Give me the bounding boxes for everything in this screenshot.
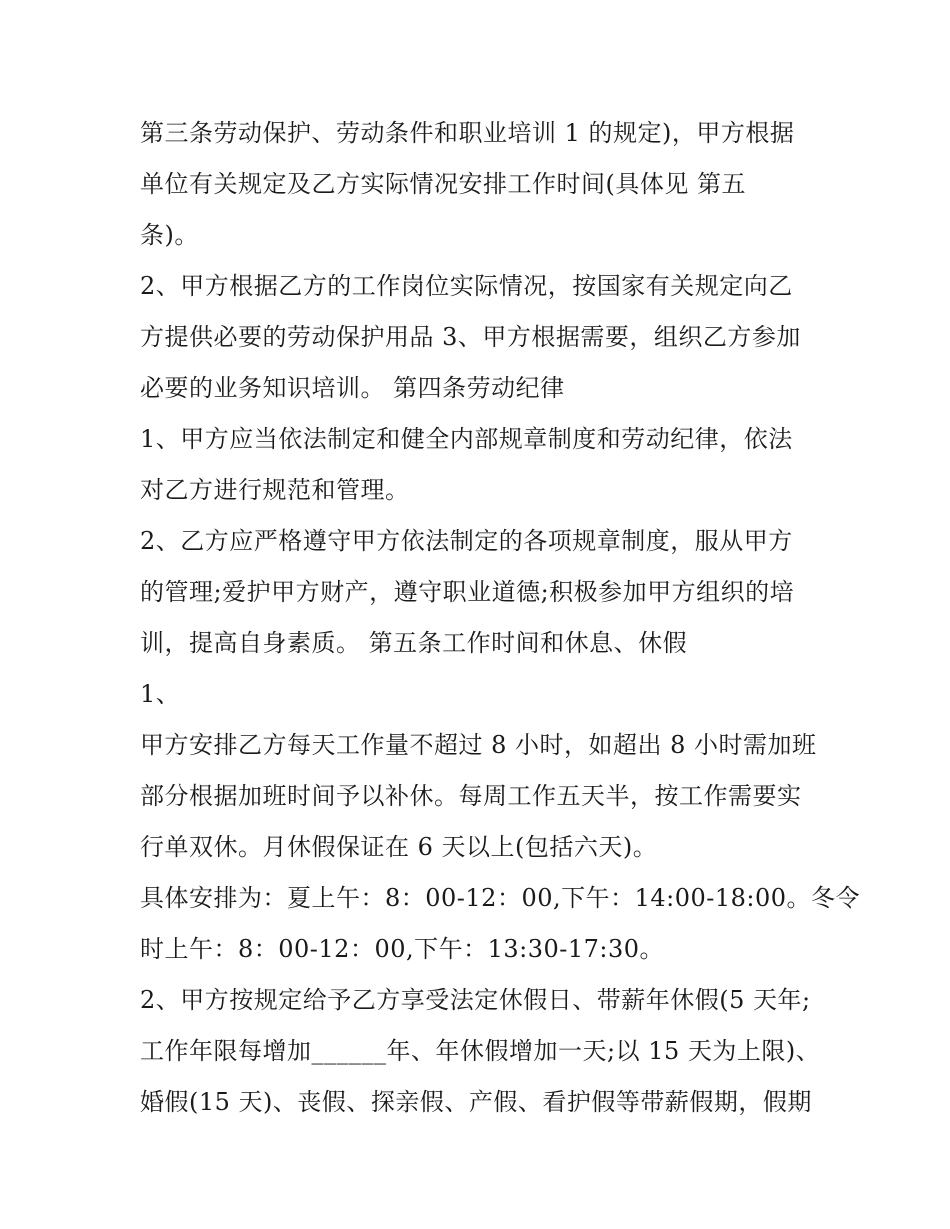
text-line: 条)。	[140, 221, 199, 249]
text-line: 必要的业务知识培训。 第四条劳动纪律	[140, 374, 565, 402]
text-line: 工作年限每增加______年、年休假增加一天;以 15 天为上限)、	[140, 1037, 821, 1065]
text-line: 2、甲方按规定给予乙方享受法定休假日、带薪年休假(5 天年;	[140, 986, 811, 1014]
text-line: 第三条劳动保护、劳动条件和职业培训 1 的规定)，甲方根据	[140, 119, 795, 147]
text-line: 1、	[140, 680, 181, 708]
text-line: 婚假(15 天)、丧假、探亲假、产假、看护假等带薪假期，假期	[140, 1088, 812, 1116]
text-line: 对乙方进行规范和管理。	[140, 476, 410, 504]
text-line: 训，提高自身素质。 第五条工作时间和休息、休假	[140, 629, 688, 657]
text-line: 时上午：8：00-12：00,下午：13:30-17:30。	[140, 935, 665, 963]
text-line: 具体安排为：夏上午：8：00-12：00,下午：14:00-18:00。冬令	[140, 884, 861, 912]
text-line: 行单双休。月休假保证在 6 天以上(包括六天)。	[140, 833, 658, 861]
text-line: 部分根据加班时间予以补休。每周工作五天半，按工作需要实	[140, 782, 802, 810]
text-line: 2、甲方根据乙方的工作岗位实际情况，按国家有关规定向乙	[140, 272, 793, 300]
text-line: 2、乙方应严格遵守甲方依法制定的各项规章制度，服从甲方	[140, 527, 793, 555]
document-body	[140, 108, 861, 1128]
text-line: 1、甲方应当依法制定和健全内部规章制度和劳动纪律，依法	[140, 425, 793, 453]
text-line: 的管理;爱护甲方财产，遵守职业道德;积极参加甲方组织的培	[140, 578, 795, 606]
text-line: 甲方安排乙方每天工作量不超过 8 小时，如超出 8 小时需加班	[140, 731, 817, 759]
text-line: 单位有关规定及乙方实际情况安排工作时间(具体见 第五	[140, 170, 746, 198]
text-line: 方提供必要的劳动保护用品 3、甲方根据需要，组织乙方参加	[140, 323, 801, 351]
